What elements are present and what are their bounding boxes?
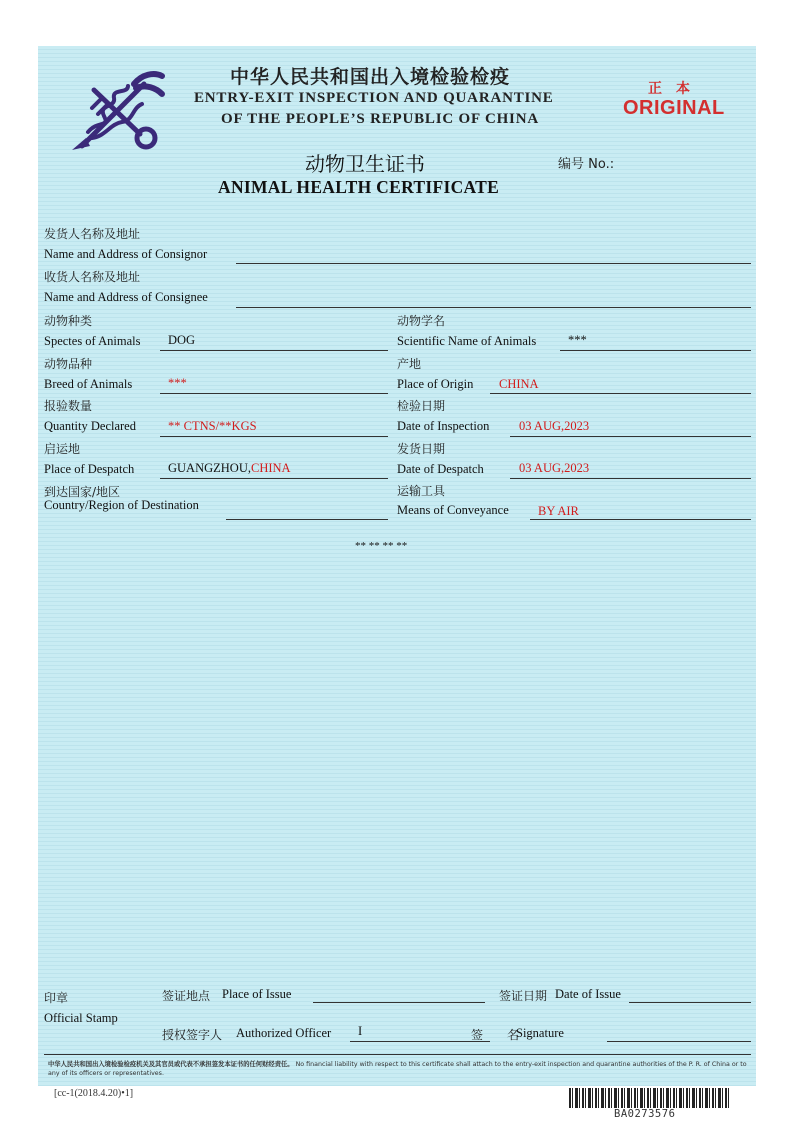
- footer-divider: [44, 1054, 751, 1055]
- date-of-despatch-value: 03 AUG,2023: [519, 461, 590, 475]
- consignor-label-cn: 发货人名称及地址: [44, 227, 141, 241]
- quantity-label-cn: 报验数量: [44, 399, 93, 413]
- signature-label-en: Signature: [516, 1026, 564, 1040]
- barcode: [569, 1088, 729, 1108]
- scientific-name-value: ***: [568, 333, 587, 347]
- form-code: [cc-1(2018.4.20)•1]: [54, 1088, 134, 1099]
- place-of-despatch-country: CHINA: [250, 461, 291, 475]
- origin-label-en: Place of Origin: [397, 377, 474, 391]
- official-stamp-label-en: Official Stamp: [44, 1011, 118, 1025]
- conveyance-label-en: Means of Conveyance: [397, 503, 509, 517]
- liability-disclaimer-en-1: No financial liability with respect to this certificate shall attach to the entry-exit inspection and quarantine: [295, 1061, 631, 1068]
- breed-label-en: Breed of Animals: [44, 377, 133, 391]
- inspection-date-label-en: Date of Inspection: [397, 419, 490, 433]
- destination-label-en: Country/Region of Destination: [44, 498, 199, 512]
- authorized-officer-label-en: Authorized Officer: [236, 1026, 332, 1040]
- signature-field-line: [607, 1041, 751, 1042]
- date-of-despatch-label-en: Date of Despatch: [397, 462, 484, 476]
- place-of-issue-label-cn: 签证地点: [162, 989, 211, 1003]
- place-of-despatch-field-line: [160, 478, 388, 479]
- scientific-name-label-cn: 动物学名: [397, 314, 446, 328]
- serial-number: BA0273576: [614, 1108, 676, 1120]
- signature-label-cn: 签 名: [471, 1028, 520, 1042]
- breed-field-line: [160, 393, 388, 394]
- date-of-despatch-label-cn: 发货日期: [397, 442, 446, 456]
- date-of-issue-label-cn: 签证日期: [499, 989, 548, 1003]
- place-of-despatch-label-cn: 启运地: [44, 442, 81, 456]
- liability-disclaimer-cn: 中华人民共和国出入境检验检疫机关及其官员或代表不承担签发本证书的任何财经责任。: [48, 1061, 294, 1068]
- destination-field-line: [226, 519, 388, 520]
- quantity-field-line: [160, 436, 388, 437]
- origin-value: CHINA: [499, 377, 539, 391]
- place-of-issue-label-en: Place of Issue: [222, 987, 292, 1001]
- scientific-name-field-line: [560, 350, 751, 351]
- inspection-date-value: 03 AUG,2023: [519, 419, 590, 433]
- breed-label-cn: 动物品种: [44, 357, 93, 371]
- consignee-field-line: [236, 307, 751, 308]
- authority-name-en-line1: ENTRY-EXIT INSPECTION AND QUARANTINE: [194, 90, 554, 106]
- place-of-despatch-label-en: Place of Despatch: [44, 462, 135, 476]
- authorized-officer-field-line: [350, 1041, 490, 1042]
- consignor-field-line: [236, 263, 751, 264]
- quantity-value: ** CTNS/**KGS: [168, 419, 257, 433]
- quantity-label-en: Quantity Declared: [44, 419, 136, 433]
- authorized-officer-value: I: [358, 1024, 363, 1038]
- liability-disclaimer: [48, 1060, 748, 1078]
- liability-disclaimer-en-2: authorities of the P. R. of China or to any of its officers or representatives.: [48, 1061, 747, 1077]
- conveyance-field-line: [530, 519, 751, 520]
- original-label-en: ORIGINAL: [623, 97, 725, 119]
- place-of-issue-field-line: [313, 1002, 485, 1003]
- original-label-cn: 正本: [648, 81, 704, 97]
- date-of-issue-field-line: [629, 1002, 751, 1003]
- certificate-number-label: 编号 No.:: [558, 157, 615, 172]
- consignee-label-en: Name and Address of Consignee: [44, 290, 208, 304]
- consignee-label-cn: 收货人名称及地址: [44, 270, 141, 284]
- destination-label-cn: 到达国家/地区: [44, 485, 121, 499]
- origin-label-cn: 产地: [397, 357, 422, 371]
- date-of-issue-label-en: Date of Issue: [555, 987, 621, 1001]
- inspection-date-label-cn: 检验日期: [397, 399, 446, 413]
- authority-name-en-line2: OF THE PEOPLE’S REPUBLIC OF CHINA: [221, 111, 539, 127]
- place-of-despatch-city: GUANGZHOU,: [168, 461, 251, 475]
- conveyance-label-cn: 运输工具: [397, 484, 446, 498]
- species-label-cn: 动物种类: [44, 314, 93, 328]
- authority-name-cn: 中华人民共和国出入境检验检疫: [230, 66, 511, 88]
- caduceus-key-emblem-icon: [70, 66, 166, 156]
- inspection-date-field-line: [510, 436, 751, 437]
- consignor-label-en: Name and Address of Consignor: [44, 247, 208, 261]
- breed-value: ***: [168, 376, 187, 390]
- species-label-en: Spectes of Animals: [44, 334, 141, 348]
- scientific-name-label-en: Scientific Name of Animals: [397, 334, 537, 348]
- species-field-line: [160, 350, 388, 351]
- body-end-marker: ** ** ** **: [355, 540, 408, 552]
- authorized-officer-label-cn: 授权签字人: [162, 1028, 223, 1042]
- species-value: DOG: [168, 333, 196, 347]
- certificate-title-cn: 动物卫生证书: [305, 152, 425, 176]
- certificate-sheet: [38, 46, 756, 1086]
- official-stamp-label-cn: 印章: [44, 991, 69, 1005]
- date-of-despatch-field-line: [510, 478, 751, 479]
- place-of-despatch-value: [168, 461, 291, 476]
- conveyance-value: BY AIR: [538, 504, 579, 518]
- origin-field-line: [490, 393, 751, 394]
- certificate-title-en: ANIMAL HEALTH CERTIFICATE: [218, 177, 500, 197]
